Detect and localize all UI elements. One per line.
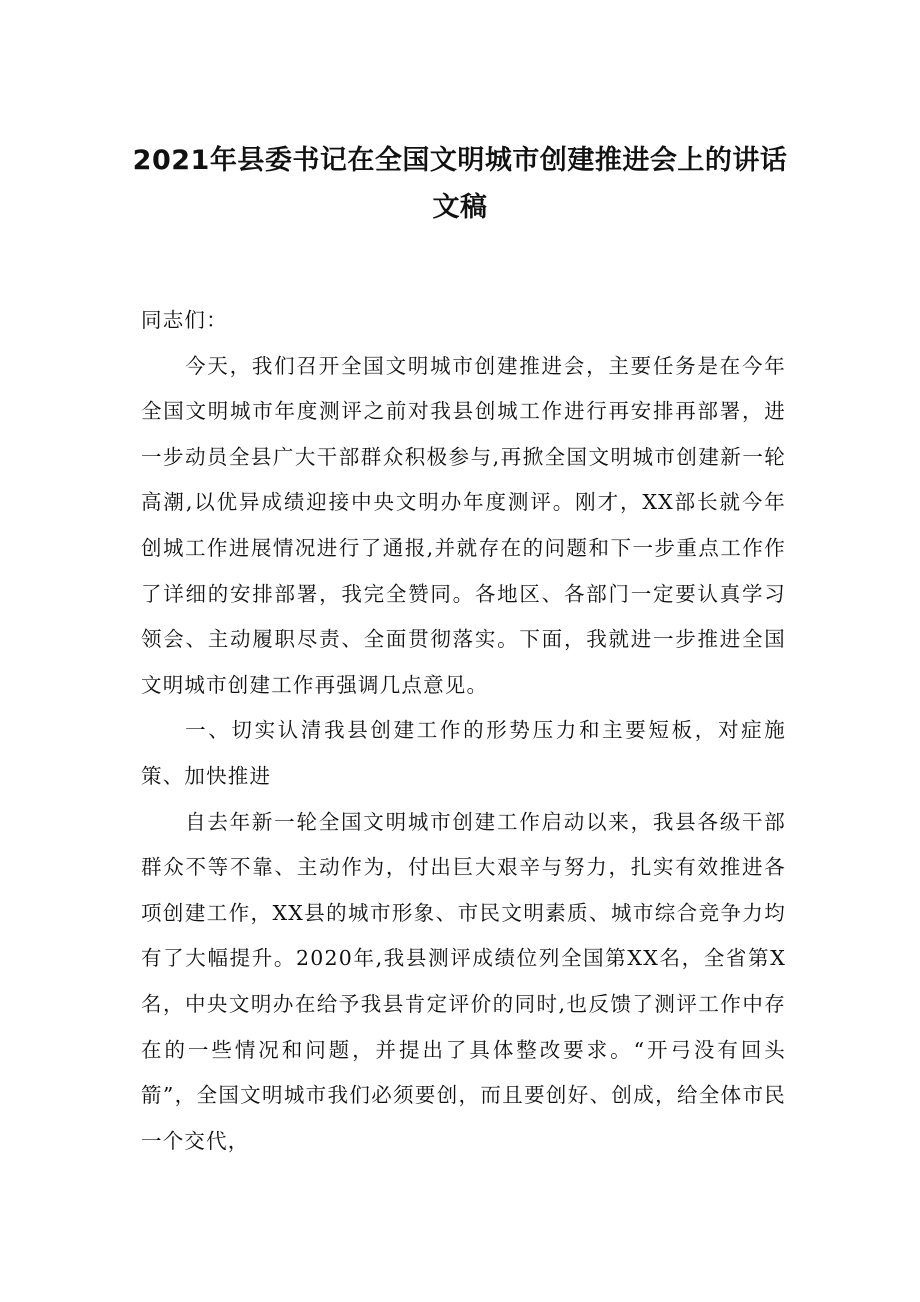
document-title: 2021年县委书记在全国文明城市创建推进会上的讲话文稿	[132, 145, 788, 223]
section-heading-one: 一、切实认清我县创建工作的形势压力和主要短板，对症施策、加快推进	[141, 718, 786, 788]
paragraph-opening: 今天，我们召开全国文明城市创建推进会，主要任务是在今年全国文明城市年度测评之前对我县创城工作进行再安排再部署，进一步动员全县广大干部群众积极参与,再掀全国文明城市创建新一轮高潮,以优异成绩迎接中央文明办年度测评。刚才，XX部长就今年创城工作进展情况进行了通报,并就存在的问题和下一步重点工作作了详细的安排部署，我完全赞同。各地区、各部门一定要认真学习领会、主动履职尽责、全面贯彻落实。下面，我就进一步推进全国文明城市创建工作再强调几点意见。	[141, 353, 786, 697]
salutation: 同志们：	[141, 308, 228, 332]
document-body	[141, 298, 786, 1164]
paragraph-section-one: 自去年新一轮全国文明城市创建工作启动以来，我县各级干部群众不等不靠、主动作为，付出巨大艰辛与努力，扎实有效推进各项创建工作，XX县的城市形象、市民文明素质、城市综合竞争力均有了大幅提升。2020年,我县测评成绩位列全国第XX名，全省第X名，中央文明办在给予我县肯定评价的同时,也反馈了测评工作中存在的一些情况和问题，并提出了具体整改要求。“开弓没有回头箭”，全国文明城市我们必须要创，而且要创好、创成，给全体市民一个交代，	[141, 809, 786, 1153]
